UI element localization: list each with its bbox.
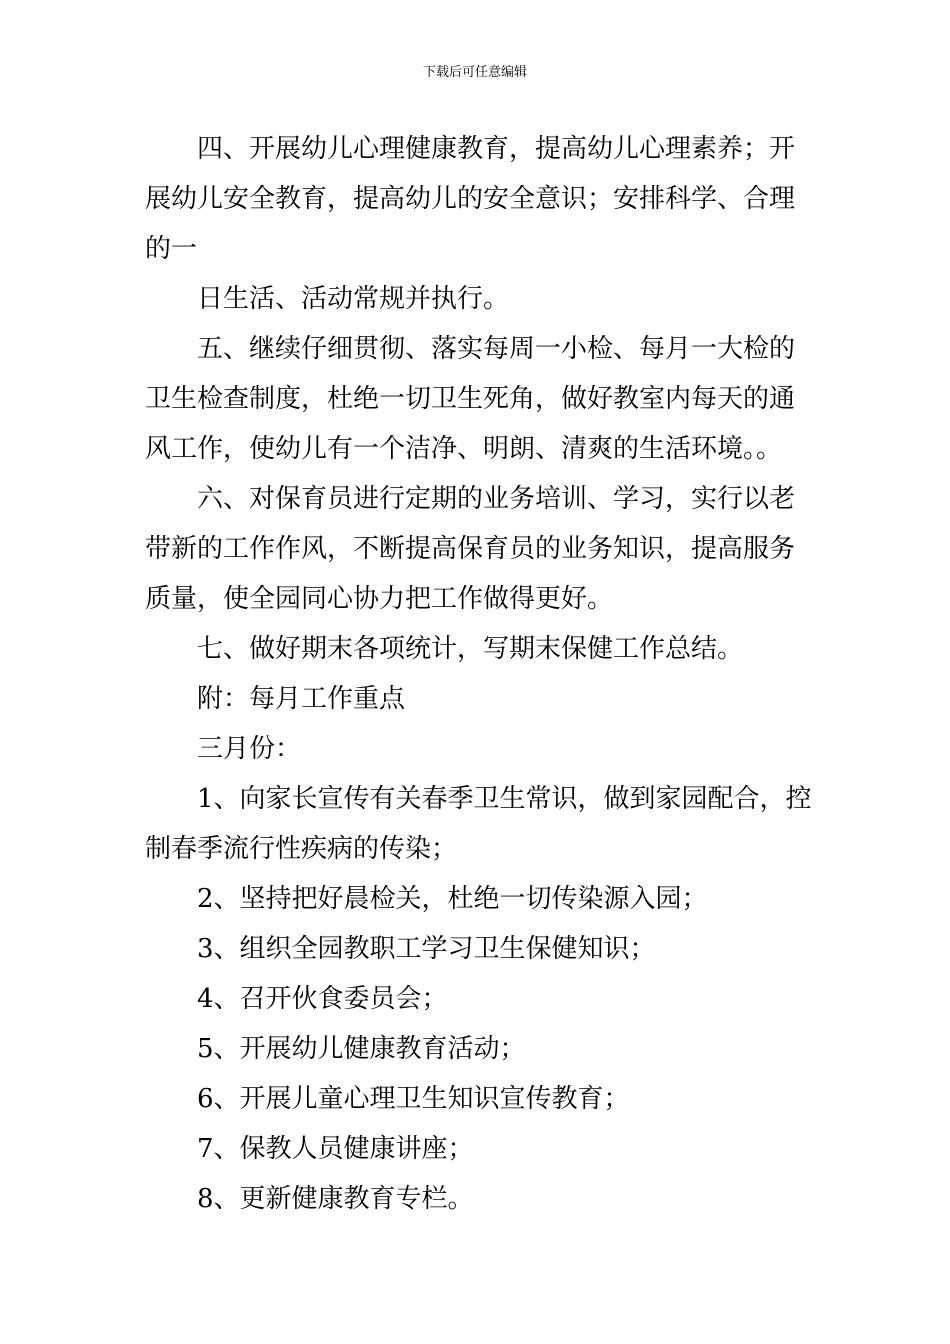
- list-item-7: 7、保教人员健康讲座；: [197, 1134, 474, 1164]
- paragraph-6-line-3: 质量，使全园同心协力把工作做得更好。: [145, 584, 614, 614]
- paragraph-5-line-3: 风工作，使幼儿有一个洁净、明朗、清爽的生活环境。。: [145, 434, 783, 464]
- paragraph-4-line-4: 日生活、活动常规并执行。: [197, 284, 510, 314]
- list-item-1-line-1: 1、向家长宣传有关春季卫生常识，做到家园配合，控: [197, 784, 812, 814]
- paragraph-5-line-2: 卫生检查制度，杜绝一切卫生死角，做好教室内每天的通: [145, 384, 796, 414]
- paragraph-4-line-1: 四、开展幼儿心理健康教育，提高幼儿心理素养；开: [197, 134, 796, 164]
- list-item-8: 8、更新健康教育专栏。: [197, 1184, 474, 1214]
- paragraph-7: 七、做好期末各项统计，写期末保健工作总结。: [197, 634, 744, 664]
- paragraph-4-line-3: 的一: [145, 234, 198, 264]
- list-item-6: 6、开展儿童心理卫生知识宣传教育；: [197, 1084, 630, 1114]
- list-item-3: 3、组织全园教职工学习卫生保健知识；: [197, 934, 656, 964]
- list-item-4: 4、召开伙食委员会；: [197, 984, 448, 1014]
- page-header: 下载后可任意编辑: [422, 65, 527, 80]
- month-heading: 三月份：: [197, 734, 302, 764]
- list-item-5: 5、开展幼儿健康教育活动；: [197, 1034, 526, 1064]
- paragraph-6-line-1: 六、对保育员进行定期的业务培训、学习，实行以老: [197, 484, 796, 514]
- paragraph-5-line-1: 五、继续仔细贯彻、落实每周一小检、每月一大检的: [197, 334, 796, 364]
- paragraph-4-line-2: 展幼儿安全教育，提高幼儿的安全意识；安排科学、合理: [145, 184, 796, 214]
- appendix-heading: 附：每月工作重点: [197, 684, 406, 714]
- list-item-1-line-2: 制春季流行性疾病的传染；: [145, 834, 458, 864]
- list-item-2: 2、坚持把好晨检关，杜绝一切传染源入园；: [197, 884, 708, 914]
- paragraph-6-line-2: 带新的工作作风，不断提高保育员的业务知识，提高服务: [145, 534, 796, 564]
